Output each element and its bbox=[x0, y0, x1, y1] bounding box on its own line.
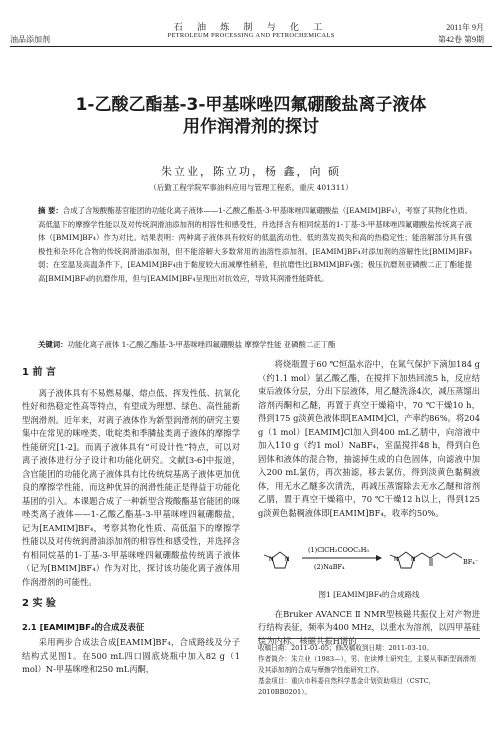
abstract-label: 摘 要： bbox=[38, 206, 63, 215]
right-column bbox=[258, 358, 480, 648]
footnote-received: 收稿日期：2011-01-05；修改稿收到日期：2011-03-10。 bbox=[258, 644, 433, 652]
n-atom-right: N bbox=[411, 556, 416, 563]
section-1-text: 离子液体具有不易燃易爆、熔点低、挥发性低、抗氧化性好和热稳定性高等特点，有望成为理想、绿色、高性能新型润滑剂。近年来，对离子液体作为新型润滑剂的研究主要集中在常见的咪唑类、吡啶类和季膦盐类离子液体的摩擦学性能研究[1-2]。而离子液体具有“可设计性”特点，可以对离子液体进行分子设计和功能化研究。文献[3-6]中报道，含官能团的功能化离子液体具有比传统烷基离子液体更加优良的摩擦学性能，而这种优异的润滑性能正是得益于功能化基团的引入。本课题合成了一种新型含羧酸酯基官能团的咪唑类离子液体——1-乙酸乙酯基-3-甲基咪唑四氟硼酸盐，记为[EAMIM]BF₄，考察其物化性质、高低温下的摩擦学性能以及对传统润滑油添加剂的相容性和感受性，并选择含有相同烷基的1-丁基-3-甲基咪唑四氟硼酸盐传统离子液体（记为[BMIM]BF₄）作为对比，探讨该功能化离子液体用作润滑剂的可能性。 bbox=[22, 387, 240, 587]
footnote-fund: 基金项目：重庆市科委自然科学基金计划资助项目（CSTC，2010BB0201）。 bbox=[258, 677, 436, 696]
nmr-text: 在Bruker AVANCE Ⅱ NMR型核磁共振仪上对产物进行结构表征，频率为400 MHz，以重水为溶剂，以四甲基硅烷为内标。核磁共振H谱的 bbox=[258, 608, 480, 646]
authors: 朱立业，陈立功，杨 鑫，向 硕 bbox=[161, 165, 341, 178]
section-2-heading: 2 实 验 bbox=[22, 598, 56, 609]
paper-title bbox=[0, 94, 502, 138]
journal-header bbox=[10, 20, 492, 60]
reagent-step-1: (1)ClCH₂COOC₂H₅ bbox=[308, 546, 369, 554]
n-plus-atom: N bbox=[394, 556, 399, 563]
section-2-1-text: 采用两步合成法合成[EAMIM]BF₄，合成路线及分子结构式见图1。在500 mL四口圆底烧瓶中加入82 g（1 mol）N-甲基咪唑和250 mL丙酮， bbox=[22, 637, 240, 674]
abstract-text: 合成了含羧酸酯基官能团的功能化离子液体——1-乙酸乙酯基-3-甲基咪唑四氟硼酸盐（[EAMIM]BF₄），考察了其物化性质、高低温下的摩擦学性能以及对传统润滑油添加剂的相容性和感受性，并选择含有相同烷基的1-丁基-3-甲基咪唑四氟硼酸盐传统离子液体（[BMIM]BF₄）作为对比。结果表明：两种离子液体具有较好的低温流动性、低的蒸发损失和高的热稳定性；能溶解部分具有强极性和杂环化合物的传统润滑油添加剂，但不能溶解大多数常用的油溶性添加剂。[EAMIM]BF₄对添加剂的溶解性比[BMIM]BF₄弱；在室温及高温条件下，[EAMIM]BF₄由于黏度较大而减摩性稍差，但抗磨性比[BMIM]BF₄强；极压抗磨剂亚磷酸二正丁酯能提高[BMIM]BF₄的抗磨作用，但与[EAMIM]BF₄呈现出对抗效应，导致其润滑性能降低。 bbox=[38, 206, 472, 283]
keywords bbox=[38, 339, 472, 350]
synthesis-scheme bbox=[258, 528, 480, 584]
section-2-1-heading: 2.1 [EAMIM]BF₄的合成及表征 bbox=[22, 621, 145, 632]
anion-label: BF₄⁻ bbox=[463, 558, 479, 566]
title-line-1: 1-乙酸乙酯基-3-甲基咪唑四氟硼酸盐离子液体 bbox=[75, 95, 427, 115]
header-rule bbox=[10, 46, 492, 47]
section-1-heading: 1 前 言 bbox=[22, 367, 56, 378]
reagent-step-2: (2)NaBF₄ bbox=[314, 563, 345, 571]
footnote bbox=[258, 638, 480, 698]
abstract bbox=[38, 204, 472, 285]
footnote-author-bio: 作者简介：朱立业（1983—），男，在读博士研究生，主要从事新型润滑剂及其添加剂的合成与摩擦学性能研究工作。 bbox=[258, 655, 476, 674]
journal-name-en: PETROLEUM PROCESSING AND PETROCHEMICALS bbox=[167, 32, 335, 39]
issue-date: 2011年 9月 bbox=[446, 23, 484, 32]
n-atom-left-2: N bbox=[285, 556, 290, 563]
ester-side-chain bbox=[414, 553, 462, 558]
reaction-scheme-figure bbox=[258, 528, 480, 584]
left-column bbox=[22, 358, 240, 677]
title-line-2: 用作润滑剂的探讨 bbox=[183, 117, 319, 137]
figure-1-caption: 图1 [EAMIM]BF₄的合成路线 bbox=[318, 590, 420, 599]
section-name: 油品添加剂 bbox=[10, 35, 50, 44]
synthesis-text: 将烧瓶置于60 ℃恒温水浴中，在氮气保护下滴加184 g（约1.1 mol）氯乙酸乙酯，在搅拌下加热回流5 h，反应结束后液体分层，分出下层液体，用乙醚洗涤4次，减压蒸馏出溶剂丙酮和乙醚，再置于真空干燥箱中，70 ℃干燥10 h，得到175 g淡黄色液体即[EAMIM]Cl，产率约86%。将204 g（1 mol）[EAMIM]Cl加入到400 mL乙腈中，向溶液中加入110 g（约1 mol）NaBF₄，室温搅拌48 h，得到白色固体和液体的混合物，抽滤掉生成的白色固体，向滤液中加入200 mL氯仿，再次抽滤，移去氯仿，得到淡黄色黏稠液体，用无水乙醚多次清洗，再减压蒸馏除去无水乙醚和溶剂乙腈，置于真空干燥箱中，70 ℃干燥12 h以上，得到125 g淡黄色黏稠液体即[EAMIM]BF₄，收率约50%。 bbox=[258, 359, 481, 518]
journal-name-cn: 石 油 炼 制 与 化 工 bbox=[173, 22, 329, 32]
keywords-label: 关键词： bbox=[38, 340, 68, 349]
affiliation: （后勤工程学院军事油料应用与管理工程系，重庆 401311） bbox=[149, 183, 353, 192]
reaction-arrowhead bbox=[376, 555, 382, 561]
n-atom-left: N bbox=[269, 556, 274, 563]
keywords-text: 功能化离子液体 1-乙酸乙酯基-3-甲基咪唑四氟硼酸盐 摩擦学性能 亚磷酸二正丁酯 bbox=[67, 340, 336, 349]
volume-issue: 第42卷 第9期 bbox=[438, 35, 484, 44]
